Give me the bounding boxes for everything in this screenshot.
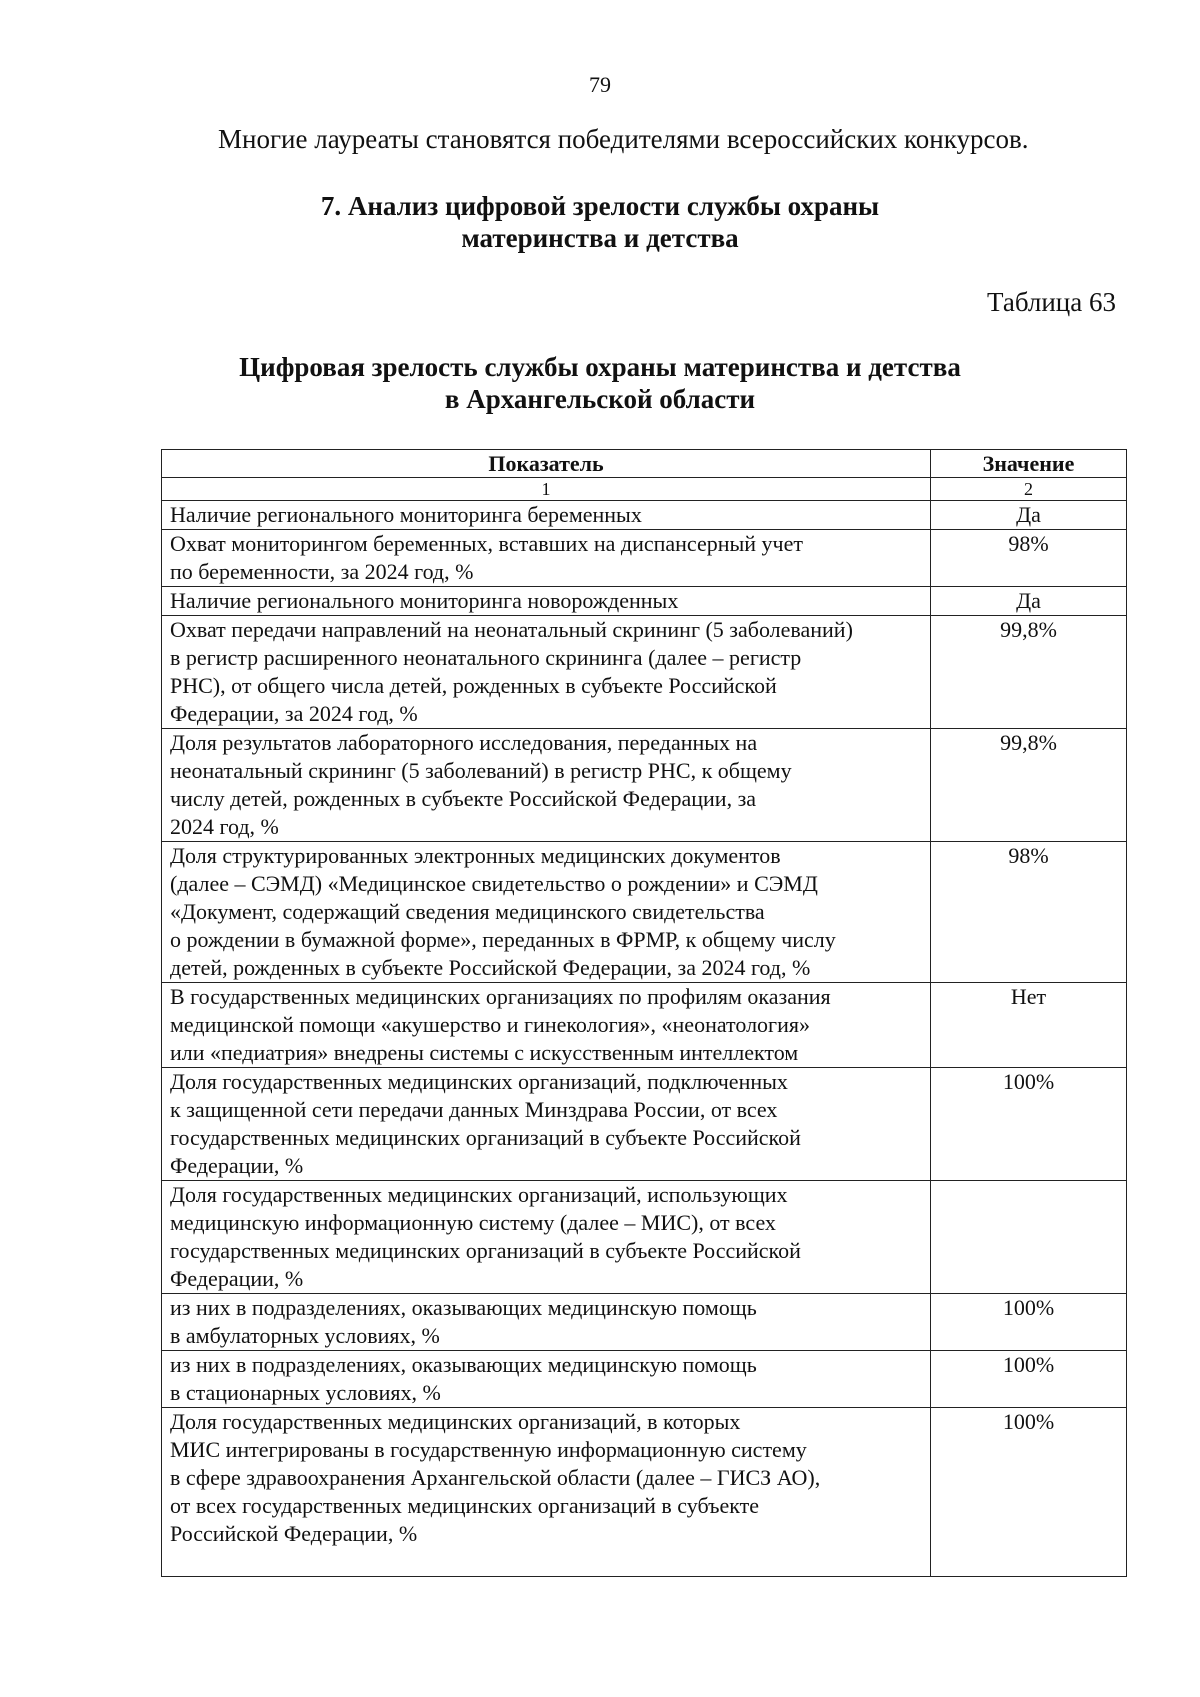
indicator-line: из них в подразделениях, оказывающих медицинскую помощь <box>170 1295 757 1320</box>
indicator-cell <box>162 1181 931 1294</box>
table-body <box>162 501 1127 1577</box>
table-row <box>162 983 1127 1068</box>
value-cell: Да <box>931 501 1127 530</box>
header-value: Значение <box>931 450 1127 478</box>
indicator-cell <box>162 1351 931 1408</box>
indicator-cell <box>162 983 931 1068</box>
table-header-row <box>162 450 1127 478</box>
value-cell: 98% <box>931 530 1127 587</box>
indicator-cell <box>162 1408 931 1577</box>
intro-paragraph: Многие лауреаты становятся победителями всероссийских конкурсов. <box>218 124 1029 154</box>
value-cell: Нет <box>931 983 1127 1068</box>
indicator-line: Доля результатов лабораторного исследования, переданных на <box>170 730 758 755</box>
indicator-line: государственных медицинских организаций в субъекте Российской <box>170 1238 801 1263</box>
digital-maturity-table <box>161 449 1127 1577</box>
section-heading-line: материнства и детства <box>461 223 739 253</box>
indicator-line: В государственных медицинских организациях по профилям оказания <box>170 984 831 1009</box>
value-cell: 100% <box>931 1351 1127 1408</box>
indicator-line: Охват мониторингом беременных, вставших на диспансерный учет <box>170 531 803 556</box>
value-cell: Да <box>931 587 1127 616</box>
indicator-line: (далее – СЭМД) «Медицинское свидетельство о рождении» и СЭМД <box>170 871 818 896</box>
indicator-line: Наличие регионального мониторинга новорожденных <box>170 588 679 613</box>
page-number: 79 <box>589 72 611 97</box>
indicator-line: в регистр расширенного неонатального скрининга (далее – регистр <box>170 645 802 670</box>
column-number-1: 1 <box>162 478 931 501</box>
table-row <box>162 587 1127 616</box>
indicator-line: к защищенной сети передачи данных Минздрава России, от всех <box>170 1097 778 1122</box>
table-row <box>162 1294 1127 1351</box>
indicator-line: Российской Федерации, % <box>170 1521 418 1546</box>
indicator-line: из них в подразделениях, оказывающих медицинскую помощь <box>170 1352 757 1377</box>
indicator-cell <box>162 530 931 587</box>
indicator-line: от всех государственных медицинских организаций в субъекте <box>170 1493 760 1518</box>
indicator-line: Наличие регионального мониторинга беременных <box>170 502 642 527</box>
table-number: Таблица 63 <box>987 287 1116 317</box>
indicator-cell <box>162 729 931 842</box>
value-cell: 100% <box>931 1068 1127 1181</box>
indicator-cell <box>162 587 931 616</box>
indicator-cell <box>162 842 931 983</box>
header-indicator: Показатель <box>162 450 931 478</box>
table-row <box>162 616 1127 729</box>
table-row <box>162 1351 1127 1408</box>
indicator-line: Доля государственных медицинских организаций, в которых <box>170 1409 741 1434</box>
value-cell: 98% <box>931 842 1127 983</box>
table-row <box>162 729 1127 842</box>
section-heading-line: 7. Анализ цифровой зрелости службы охраны <box>320 191 880 221</box>
indicator-line: детей, рожденных в субъекте Российской Федерации, за 2024 год, % <box>170 955 811 980</box>
indicator-line: в сфере здравоохранения Архангельской области (далее – ГИСЗ АО), <box>170 1465 821 1490</box>
indicator-line: «Документ, содержащий сведения медицинского свидетельства <box>170 899 765 924</box>
indicator-line: Федерации, за 2024 год, % <box>170 701 418 726</box>
indicator-line: Федерации, % <box>170 1153 304 1178</box>
value-cell: 100% <box>931 1294 1127 1351</box>
indicator-line: 2024 год, % <box>170 814 279 839</box>
indicator-line: в амбулаторных условиях, % <box>170 1323 440 1348</box>
indicator-line: Доля структурированных электронных медицинских документов <box>170 843 781 868</box>
indicator-line: медицинской помощи «акушерство и гинекология», «неонатология» <box>170 1012 810 1037</box>
indicator-line: числу детей, рожденных в субъекте Российской Федерации, за <box>170 786 757 811</box>
indicator-line: медицинскую информационную систему (далее – МИС), от всех <box>170 1210 776 1235</box>
indicator-line: в стационарных условиях, % <box>170 1380 441 1405</box>
indicator-line: о рождении в бумажной форме», переданных в ФРМР, к общему числу <box>170 927 836 952</box>
indicator-line: Федерации, % <box>170 1266 304 1291</box>
value-cell: 99,8% <box>931 616 1127 729</box>
value-cell <box>931 1181 1127 1294</box>
section-heading <box>0 190 1200 254</box>
column-number-2: 2 <box>931 478 1127 501</box>
indicator-cell <box>162 501 931 530</box>
table-title-line: Цифровая зрелость службы охраны материнства и детства <box>239 352 961 382</box>
table-row <box>162 501 1127 530</box>
table-row <box>162 1068 1127 1181</box>
indicator-line: Охват передачи направлений на неонатальный скрининг (5 заболеваний) <box>170 617 853 642</box>
indicator-line: Доля государственных медицинских организаций, подключенных <box>170 1069 788 1094</box>
table-row <box>162 1408 1127 1577</box>
indicator-line: Доля государственных медицинских организаций, использующих <box>170 1182 788 1207</box>
column-number-row <box>162 478 1127 501</box>
table-row <box>162 842 1127 983</box>
indicator-cell <box>162 616 931 729</box>
value-cell: 99,8% <box>931 729 1127 842</box>
indicator-line: неонатальный скрининг (5 заболеваний) в регистр РНС, к общему <box>170 758 792 783</box>
indicator-line: или «педиатрия» внедрены системы с искусственным интеллектом <box>170 1040 799 1065</box>
table-title <box>0 351 1200 415</box>
indicator-line: по беременности, за 2024 год, % <box>170 559 474 584</box>
indicator-line: МИС интегрированы в государственную информационную систему <box>170 1437 807 1462</box>
table-row <box>162 530 1127 587</box>
table-title-line: в Архангельской области <box>444 384 756 414</box>
indicator-cell <box>162 1068 931 1181</box>
value-cell: 100% <box>931 1408 1127 1577</box>
indicator-cell <box>162 1294 931 1351</box>
indicator-line: РНС), от общего числа детей, рожденных в субъекте Российской <box>170 673 777 698</box>
table-row <box>162 1181 1127 1294</box>
indicator-line: государственных медицинских организаций в субъекте Российской <box>170 1125 801 1150</box>
